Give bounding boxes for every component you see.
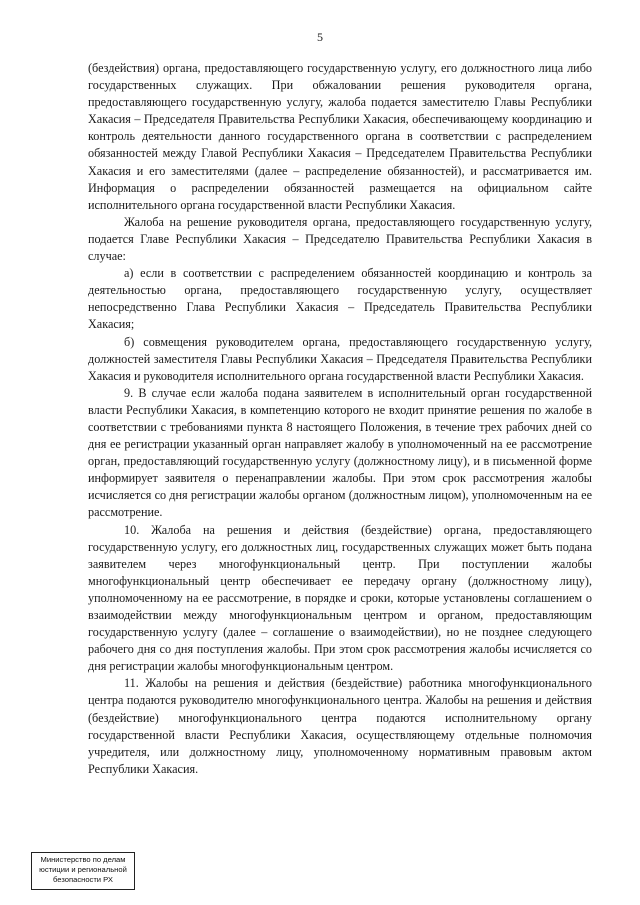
ministry-stamp — [31, 852, 135, 890]
paragraph-case-a: а) если в соответствии с распределением обязанностей координацию и контроль за деятельностью органа, предоставляющего государственную услугу, осуществляет непосредственно Глава Республики Хакасия – Председатель Правительства Республики Хакасия; — [88, 266, 592, 332]
stamp-line: безопасности РХ — [53, 875, 113, 885]
paragraph-clause-9: 9. В случае если жалоба подана заявителем в исполнительный орган государственной власти Республики Хакасия, в компетенцию которого не входит принятие решения по жалобе в соответствии с требованиями пункта 8 настоящего Положения, в течение трех рабочих дней со дня ее регистрации указанный орган направляет жалобу в уполномоченный на ее рассмотрение орган, предоставляющий государственную услугу (должностному лицу), и в письменной форме информирует заявителя о перенаправлении жалобы. При этом срок рассмотрения жалобы исчисляется со дня регистрации жалобы органом (должностным лицом), уполномоченным на ее рассмотрение. — [88, 385, 592, 520]
stamp-line: Министерство по делам — [40, 855, 126, 864]
paragraph-clause-11: 11. Жалобы на решения и действия (бездействие) работника многофункционального центра подаются руководителю многофункционального центра. Жалобы на решения и действия (бездействие) многофункционального центра подаются исполнительному органу государственной власти Республики Хакасия, осуществляющему отдельные полномочия учредителя, или должностному лицу, уполномоченному нормативным правовым актом Республики Хакасия. — [88, 676, 592, 776]
paragraph-clause-10: 10. Жалоба на решения и действия (бездействие) органа, предоставляющего государственную услугу, его должностных лиц, государственных служащих может быть подана заявителем через многофункциональный центр. При поступлении жалобы многофункциональный центр обеспечивает ее передачу органу (должностному лицу), уполномоченному на ее рассмотрение, в порядке и сроки, которые установлены соглашением о взаимодействии между многофункциональным центром и органом, предоставляющим государственную услугу (далее – соглашение о взаимодействии), но не позднее следующего рабочего дня со дня поступления жалобы. При этом срок рассмотрения жалобы исчисляется со дня регистрации жалобы многофункциональным центром. — [88, 522, 592, 674]
page-number: 5 — [317, 30, 323, 44]
stamp-line: юстиции и региональной — [39, 865, 127, 875]
paragraph-case-b: б) совмещения руководителем органа, предоставляющего государственную услугу, должностей заместителя Главы Республики Хакасия – Председателя Правительства Республики Хакасия и руководителя исполнительного органа государственной власти Республики Хакасия. — [88, 334, 592, 383]
paragraph-continuation: (бездействия) органа, предоставляющего государственную услугу, его должностного лица либо государственных служащих. При обжаловании решения руководителя органа, предоставляющего государственную услугу, жалоба подается заместителю Главы Республики Хакасия – Председателя Правительства Республики Хакасия, обеспечивающему координацию и контроль деятельности данного государственного органа в соответствии с распределением обязанностей между Главой Республики Хакасия – Председателем Правительства Республики Хакасия и его заместителями (далее – распределение обязанностей), и рассматривается им. Информация о распределении обязанностей размещается на официальном сайте исполнительного органа государственной власти Республики Хакасия. — [88, 61, 592, 212]
document-body — [88, 60, 592, 778]
paragraph-complaint-head: Жалоба на решение руководителя органа, предоставляющего государственную услугу, подается Главе Республики Хакасия – Председателю Правительства Республики Хакасия в случае: — [88, 214, 592, 264]
